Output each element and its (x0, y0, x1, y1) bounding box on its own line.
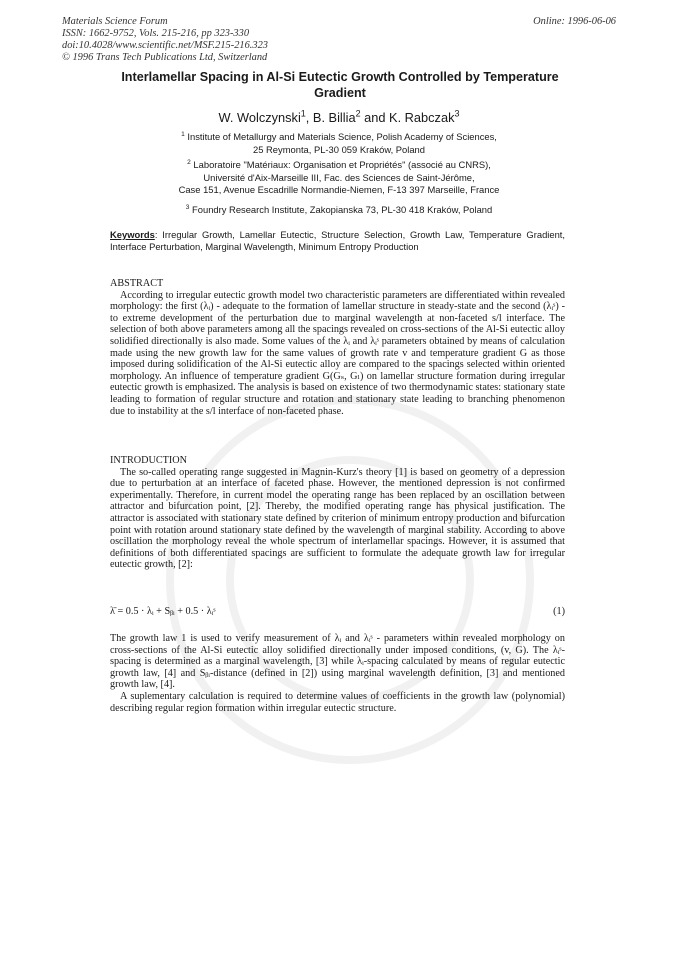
author-2-mark: 2 (355, 108, 361, 119)
author-1: W. Wolczynski (218, 110, 301, 125)
affiliation-3-mark: 3 (185, 203, 190, 211)
introduction-heading: INTRODUCTION (110, 455, 187, 466)
growth-law-section (110, 633, 565, 714)
author-3-mark: 3 (454, 108, 460, 119)
author-3: K. Rabczak (389, 110, 455, 125)
keywords-label: Keywords (110, 229, 155, 240)
affiliation-3 (62, 204, 616, 217)
affiliation-1-mark: 1 (181, 130, 185, 138)
copyright-line: © 1996 Trans Tech Publications Ltd, Switzerland (62, 52, 268, 63)
growth-law-paragraph-2: A suplementary calculation is required to determine values of coefficients in the growth law (polynomial) describing regular region formation within irregular eutectic structure. (110, 690, 565, 714)
keywords-colon: : (154, 229, 163, 240)
affiliation-1 (62, 131, 616, 156)
abstract-heading: ABSTRACT (110, 278, 164, 289)
equation-number: (1) (553, 606, 565, 617)
affiliation-1-line-1: Institute of Metallurgy and Materials Science, Polish Academy of Sciences, (187, 131, 497, 142)
doi-link[interactable]: doi:10.4028/www.scientific.net/MSF.215-216.323 (62, 40, 268, 51)
online-date: Online: 1996-06-06 (533, 16, 616, 27)
keywords (110, 229, 565, 253)
author-2: B. Billia (312, 110, 356, 125)
affiliation-2-mark: 2 (187, 158, 191, 166)
introduction-paragraph: The so-called operating range suggested in Magnin-Kurz's theory [1] is based on geometry of a depression due to perturbation at an interface of faceted phase. However, the mentioned depression is not confirmed experimentally. Therefore, in current model the operating range has been replaced by an oscillation between attractor and bifurcation point, [2]. Thereby, the modified operating range has physical justification. The attractor is associated with stationary state defined by criterion of minimum entropy production and bifurcation point with rotation around stationary state defined by the wavelength of marginal stability. According to above oscillation the morphology reveal the whole spectrum of interlamellar spacings. However, it is assumed that definitions of both differentiated spacings are sufficient to formulate the adequate growth law for irregular eutectic growth, [2]: (110, 466, 565, 571)
author-1-mark: 1 (300, 108, 306, 119)
affiliation-2-line-1: Laboratoire "Matériaux: Organisation et Propriétés" (associé au CNRS), (193, 159, 491, 170)
affiliation-2-line-2: Université d'Aix-Marseille III, Fac. des Sciences de Saint-Jérôme, (203, 171, 475, 183)
introduction-section (110, 455, 565, 571)
journal-header (62, 16, 268, 64)
affiliation-1-line-2: 25 Reymonta, PL-30 059 Kraków, Poland (253, 143, 425, 155)
keywords-text: Irregular Growth, Lamellar Eutectic, Structure Selection, Growth Law, Temperature Gradient, Interface Perturbation, Marginal Wavelength, Minimum Entropy Production (110, 229, 565, 252)
equation-1 (110, 606, 565, 617)
affiliation-2-line-3: Case 151, Avenue Escadrille Normandie-Niemen, F-13 397 Marseille, France (178, 184, 500, 195)
equation-body: λ̄ = 0.5 · λᵢ + Sᵦᵢ + 0.5 · λᵢˢ (110, 606, 216, 617)
author-separator: , (305, 110, 313, 125)
affiliation-3-line-1: Foundry Research Institute, Zakopianska 73, PL-30 418 Kraków, Poland (192, 204, 493, 215)
author-separator: and (360, 110, 390, 125)
growth-law-paragraph-1: The growth law 1 is used to verify measurement of λᵢ and λᵢˢ - parameters within revealed morphology on cross-sections of the Al-Si eutectic alloy solidified directionally under imposed conditions, (v, G). The λᵢˢ-spacing is determined as a marginal wavelength, [3] while λᵢ-spacing calculated by means of regular eutectic growth law, [4] and Sᵦᵢ-distance (defined in [2]) using marginal wavelength definition, [3] and mentioned growth law, [4]. (110, 633, 565, 691)
issn-line: ISSN: 1662-9752, Vols. 215-216, pp 323-330 (62, 28, 250, 39)
author-list (62, 110, 616, 125)
abstract-paragraph: According to irregular eutectic growth model two characteristic parameters are differentiated within revealed morphology: the first (λᵢ) - adequate to the formation of lamellar structure in steady-state and the second (λᵢˢ) - to extreme development of the perturbation due to marginal wavelength at non-faceted s/l interface. The selection of both above parameters among all the spacings revealed on cross-sections of the Al-Si eutectic alloy solidified directionally is also made. Some values of the λᵢ and λᵢˢ parameters obtained by means of calculation made using the new growth law for the same values of growth rate v and temperature gradient G as those imposed during solidification of the Al-Si eutectic alloy are compared to the spacings selected within oriented morphology. An influence of temperature gradient G(Gₛ, Gₗ) on lamellar structure formation during irregular eutectic growth is emphasized. The analysis is based on existence of two thermodynamic states: stationary state leading to formation of regular structure and rotation and stationary state leading to branching phenomenon due to instability at the s/l interface of non-faceted phase. (110, 289, 565, 417)
watermark-graphic (150, 380, 550, 780)
affiliation-2 (62, 159, 616, 197)
paper-title: Interlamellar Spacing in Al-Si Eutectic Growth Controlled by Temperature Gradient (121, 70, 559, 100)
journal-name: Materials Science Forum (62, 16, 168, 27)
abstract-section (110, 278, 565, 417)
